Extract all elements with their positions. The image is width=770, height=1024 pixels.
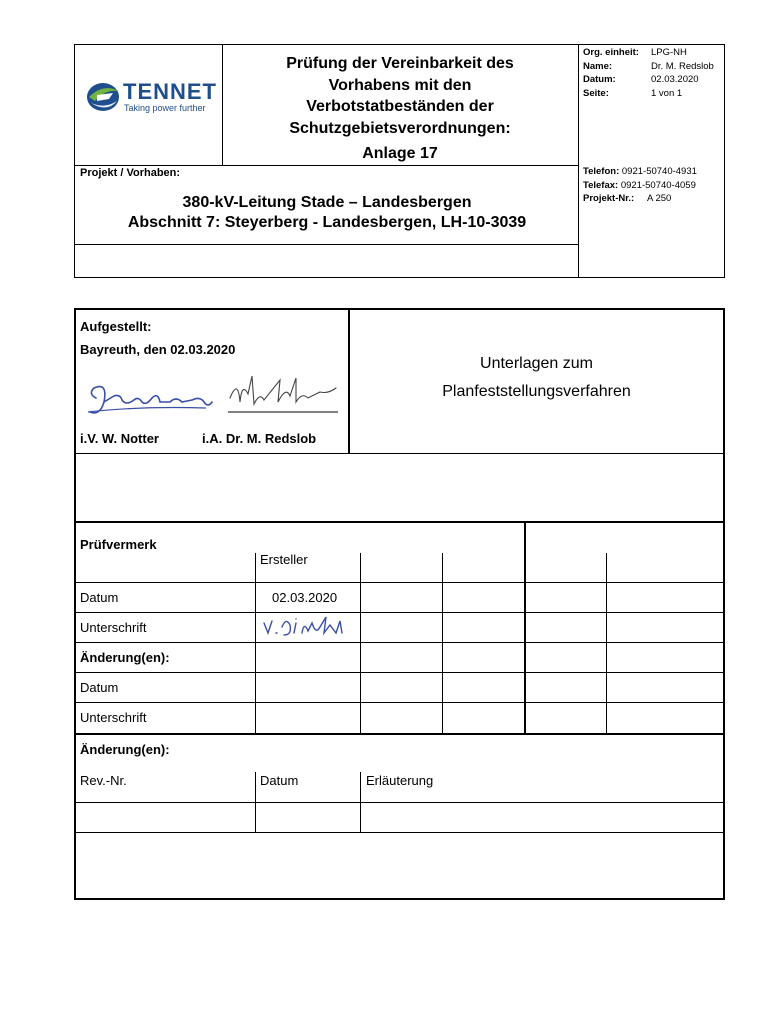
document-type-title <box>350 350 723 406</box>
contact-value: 0921-50740-4059 <box>620 179 696 191</box>
document-title <box>223 53 577 165</box>
row-label-unterschrift-2: Unterschrift <box>80 710 147 725</box>
divider <box>75 165 579 166</box>
meta-value: LPG-NH <box>651 47 687 58</box>
approval-block <box>74 308 725 900</box>
row-label-datum: Datum <box>80 590 119 605</box>
divider <box>606 553 607 733</box>
datum-value: 02.03.2020 <box>272 590 338 605</box>
signer-2: i.A. Dr. M. Redslob <box>202 431 317 446</box>
meta-value: 02.03.2020 <box>651 74 699 85</box>
ersteller-label: Ersteller <box>260 552 308 567</box>
row-label-datum-2: Datum <box>80 680 119 695</box>
title-line: Schutzgebietsverordnungen: <box>289 119 511 137</box>
revisions-label: Änderung(en): <box>80 742 170 757</box>
title-line: Anlage 17 <box>362 145 438 162</box>
divider <box>76 642 723 643</box>
signature-image <box>80 372 344 420</box>
signature-ersteller-image <box>260 613 356 641</box>
contact-row <box>583 192 723 206</box>
divider <box>76 733 723 735</box>
project-line: Abschnitt 7: Steyerberg - Landesbergen, LH-10-3039 <box>127 214 527 231</box>
contact-row <box>583 179 723 193</box>
row-label-aenderung: Änderung(en): <box>80 650 170 665</box>
signatures <box>80 372 344 420</box>
contact-row <box>583 165 723 179</box>
contact-value: A 250 <box>647 193 672 204</box>
project-title <box>75 193 579 233</box>
document-header <box>74 44 725 278</box>
project-label: Projekt / Vorhaben: <box>80 167 181 179</box>
meta-row <box>583 46 723 60</box>
aufgestellt-label: Aufgestellt: <box>80 319 152 334</box>
meta-row <box>583 87 723 101</box>
contact-key: Telefon: <box>583 166 620 177</box>
divider <box>76 832 723 833</box>
meta-value: Dr. M. Redslob <box>651 60 714 72</box>
signer-1: i.V. W. Notter <box>80 431 159 446</box>
project-line: 380-kV-Leitung Stade – Landesbergen <box>182 194 472 211</box>
divider <box>442 553 443 733</box>
meta-row <box>583 60 723 74</box>
divider <box>255 553 256 733</box>
title-line: Prüfung der Vereinbarkeit des <box>286 55 514 72</box>
divider <box>360 553 361 733</box>
divider <box>75 244 579 245</box>
column-header-erlaeuterung: Erläuterung <box>366 773 434 788</box>
divider <box>76 612 723 613</box>
place-date: Bayreuth, den 02.03.2020 <box>80 342 236 357</box>
doc-title-line: Unterlagen zum <box>480 355 593 372</box>
divider <box>76 672 723 673</box>
column-header-datum: Datum <box>260 773 299 788</box>
row-label-unterschrift: Unterschrift <box>80 620 147 635</box>
divider <box>76 453 723 454</box>
meta-key: Name: <box>583 60 613 72</box>
column-header-rev: Rev.-Nr. <box>80 773 127 788</box>
title-line: Verbotstatbeständen der <box>306 98 494 115</box>
contact-info <box>583 165 723 206</box>
divider <box>76 702 723 703</box>
meta-row <box>583 73 723 87</box>
signature-ersteller <box>260 613 356 641</box>
contact-key: Telefax: <box>583 179 619 191</box>
title-line: Vorhabens mit den <box>328 76 472 94</box>
meta-key: Org. einheit: <box>583 47 639 58</box>
meta-top <box>583 46 723 100</box>
doc-title-line: Planfeststellungsverfahren <box>442 383 631 400</box>
contact-value: 0921-50740-4931 <box>621 166 697 177</box>
divider <box>76 521 723 523</box>
logo-tagline: Taking power further <box>124 103 206 113</box>
pruefvermerk-label: Prüfvermerk <box>80 537 157 552</box>
divider <box>76 582 723 583</box>
meta-key: Seite: <box>583 87 609 99</box>
contact-key: Projekt-Nr.: <box>583 193 635 204</box>
divider <box>76 802 723 803</box>
tennet-logo <box>83 75 221 125</box>
meta-value: 1 von 1 <box>651 87 683 99</box>
logo-brand: TENNET <box>123 79 217 104</box>
meta-key: Datum: <box>583 74 616 85</box>
